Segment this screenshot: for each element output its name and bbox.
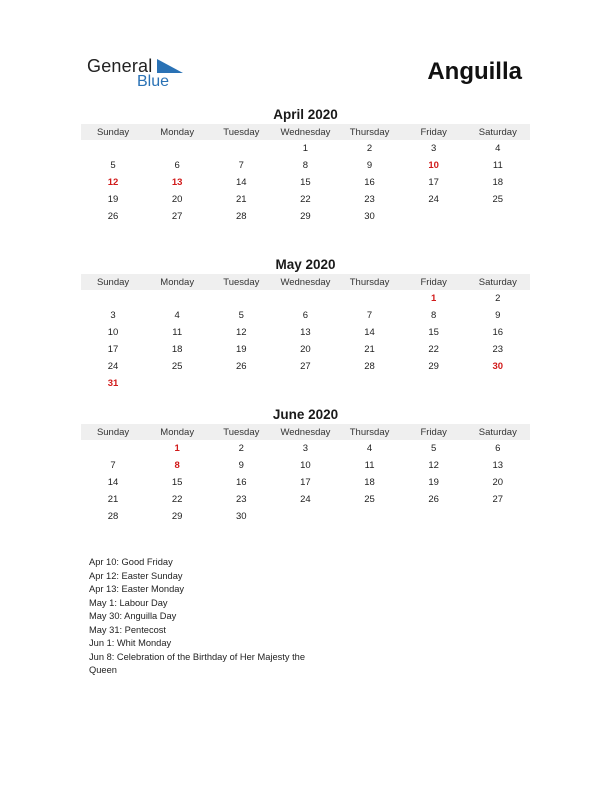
holiday-list-item: Apr 12: Easter Sunday xyxy=(89,570,183,581)
day-cell: 20 xyxy=(171,194,183,205)
day-cell: 16 xyxy=(492,327,504,338)
day-cell: 8 xyxy=(431,310,437,321)
holiday-day-cell: 8 xyxy=(174,460,180,471)
week-row xyxy=(81,341,530,358)
day-cell: 3 xyxy=(431,143,437,154)
day-cell: 29 xyxy=(428,361,439,372)
day-cell: 25 xyxy=(364,494,375,505)
weekday-label: Friday xyxy=(420,276,447,288)
week-row xyxy=(81,508,530,525)
holiday-day-cell: 1 xyxy=(431,293,437,304)
holiday-list-item: Apr 13: Easter Monday xyxy=(89,584,185,594)
week-row xyxy=(81,358,530,375)
day-cell: 23 xyxy=(364,194,375,205)
day-cell: 6 xyxy=(302,310,309,321)
weekday-label: Saturday xyxy=(478,126,517,138)
day-cell: 24 xyxy=(428,194,439,205)
week-row xyxy=(81,174,530,191)
week-row xyxy=(81,290,530,307)
weekday-header-row xyxy=(81,424,530,440)
holiday-list-item: Jun 1: Whit Monday xyxy=(89,638,172,648)
weekday-header-row xyxy=(81,274,530,290)
weekday-label: Monday xyxy=(160,126,195,138)
day-cell: 4 xyxy=(174,310,180,321)
week-row xyxy=(81,440,530,457)
day-cell: 13 xyxy=(492,460,504,471)
day-cell: 22 xyxy=(300,194,311,205)
week-row xyxy=(81,324,530,341)
month-title: June 2020 xyxy=(272,407,339,422)
day-cell: 14 xyxy=(107,477,119,488)
weekday-label: Tuesday xyxy=(223,276,260,288)
day-cell: 12 xyxy=(236,327,247,338)
holiday-day-cell: 13 xyxy=(171,177,183,188)
day-cell: 13 xyxy=(300,327,311,338)
day-cell: 19 xyxy=(107,194,119,205)
weekday-header-row xyxy=(81,124,530,140)
day-cell: 20 xyxy=(300,344,311,355)
holiday-list-item: May 31: Pentecost xyxy=(89,624,166,635)
weekday-label: Friday xyxy=(420,426,447,438)
day-cell: 11 xyxy=(364,460,375,471)
holiday-list-item: Apr 10: Good Friday xyxy=(89,557,173,567)
day-cell: 28 xyxy=(364,361,375,372)
day-cell: 4 xyxy=(495,143,501,154)
holiday-list xyxy=(89,556,349,678)
day-cell: 16 xyxy=(236,477,247,488)
weekday-label: Thursday xyxy=(349,426,390,438)
day-cell: 14 xyxy=(364,327,375,338)
day-cell: 29 xyxy=(300,211,311,222)
day-cell: 10 xyxy=(107,327,119,338)
holiday-day-cell: 30 xyxy=(492,361,504,372)
month-calendar xyxy=(81,256,530,392)
week-row xyxy=(81,191,530,208)
day-cell: 5 xyxy=(431,443,437,454)
weekday-label: Thursday xyxy=(349,276,390,288)
weekday-label: Sunday xyxy=(96,276,130,288)
country-title: Anguilla xyxy=(427,58,522,85)
weekday-label: Wednesday xyxy=(280,276,331,288)
week-row xyxy=(81,157,530,174)
week-row xyxy=(81,491,530,508)
month-title: April 2020 xyxy=(273,107,338,122)
day-cell: 24 xyxy=(107,361,119,372)
day-cell: 28 xyxy=(236,211,247,222)
day-cell: 7 xyxy=(366,310,373,321)
day-cell: 2 xyxy=(366,143,373,154)
holiday-list-item: Jun 8: Celebration of the Birthday of Her Majesty the xyxy=(89,651,306,662)
weekday-label: Saturday xyxy=(478,426,517,438)
day-cell: 18 xyxy=(364,477,375,488)
weekday-label: Tuesday xyxy=(223,126,260,138)
month-calendar xyxy=(81,406,530,525)
month-title: May 2020 xyxy=(275,257,336,272)
day-cell: 24 xyxy=(300,494,311,505)
day-cell: 3 xyxy=(302,443,309,454)
week-row xyxy=(81,375,530,392)
day-cell: 25 xyxy=(492,194,504,205)
day-cell: 10 xyxy=(300,460,311,471)
day-cell: 27 xyxy=(300,361,311,372)
day-cell: 22 xyxy=(171,494,183,505)
holiday-list-item: Queen xyxy=(89,665,117,675)
weekday-label: Wednesday xyxy=(280,126,331,138)
day-cell: 6 xyxy=(174,160,180,171)
day-cell: 17 xyxy=(107,344,119,355)
day-cell: 30 xyxy=(236,511,247,522)
day-cell: 15 xyxy=(300,177,311,188)
day-cell: 26 xyxy=(107,211,119,222)
day-cell: 27 xyxy=(171,211,183,222)
day-cell: 9 xyxy=(366,160,373,171)
week-row xyxy=(81,457,530,474)
day-cell: 28 xyxy=(107,511,119,522)
day-cell: 29 xyxy=(171,511,183,522)
weekday-label: Sunday xyxy=(96,426,130,438)
day-cell: 12 xyxy=(428,460,439,471)
day-cell: 9 xyxy=(495,310,501,321)
week-row xyxy=(81,307,530,324)
day-cell: 21 xyxy=(236,194,247,205)
day-cell: 26 xyxy=(428,494,439,505)
day-cell: 7 xyxy=(110,460,116,471)
day-cell: 1 xyxy=(302,143,309,154)
weekday-label: Tuesday xyxy=(223,426,260,438)
weekday-label: Saturday xyxy=(478,276,517,288)
day-cell: 20 xyxy=(492,477,504,488)
day-cell: 4 xyxy=(366,443,373,454)
day-cell: 19 xyxy=(428,477,439,488)
weekday-label: Monday xyxy=(160,426,195,438)
day-cell: 11 xyxy=(492,160,503,171)
day-cell: 11 xyxy=(172,327,183,338)
generalblue-logo xyxy=(87,56,187,92)
holiday-list-item: May 30: Anguilla Day xyxy=(89,611,177,621)
day-cell: 17 xyxy=(300,477,311,488)
weekday-label: Monday xyxy=(160,276,195,288)
day-cell: 7 xyxy=(238,160,244,171)
weekday-label: Wednesday xyxy=(280,426,331,438)
day-cell: 17 xyxy=(428,177,439,188)
day-cell: 14 xyxy=(236,177,247,188)
weekday-label: Thursday xyxy=(349,126,390,138)
day-cell: 8 xyxy=(302,160,309,171)
day-cell: 22 xyxy=(428,344,439,355)
holiday-day-cell: 12 xyxy=(107,177,119,188)
day-cell: 23 xyxy=(236,494,247,505)
day-cell: 21 xyxy=(364,344,375,355)
month-calendar xyxy=(81,106,530,225)
weekday-label: Friday xyxy=(420,126,447,138)
day-cell: 30 xyxy=(364,211,375,222)
holiday-day-cell: 1 xyxy=(174,443,180,454)
logo-word-general: General xyxy=(87,56,153,76)
day-cell: 27 xyxy=(492,494,504,505)
day-cell: 15 xyxy=(428,327,439,338)
holiday-day-cell: 31 xyxy=(107,378,119,389)
day-cell: 21 xyxy=(107,494,119,505)
holiday-day-cell: 10 xyxy=(428,160,439,171)
day-cell: 5 xyxy=(110,160,116,171)
day-cell: 5 xyxy=(238,310,244,321)
day-cell: 2 xyxy=(238,443,244,454)
day-cell: 3 xyxy=(110,310,116,321)
day-cell: 26 xyxy=(236,361,247,372)
day-cell: 19 xyxy=(236,344,247,355)
day-cell: 18 xyxy=(492,177,504,188)
holiday-list-item: May 1: Labour Day xyxy=(89,597,168,608)
day-cell: 16 xyxy=(364,177,375,188)
day-cell: 15 xyxy=(171,477,183,488)
week-row xyxy=(81,474,530,491)
week-row xyxy=(81,208,530,225)
day-cell: 25 xyxy=(171,361,183,372)
week-row xyxy=(81,140,530,157)
day-cell: 2 xyxy=(495,293,501,304)
day-cell: 9 xyxy=(238,460,244,471)
day-cell: 6 xyxy=(495,443,501,454)
logo-word-blue: Blue xyxy=(137,73,170,90)
day-cell: 23 xyxy=(492,344,504,355)
weekday-label: Sunday xyxy=(96,126,130,138)
day-cell: 18 xyxy=(171,344,183,355)
